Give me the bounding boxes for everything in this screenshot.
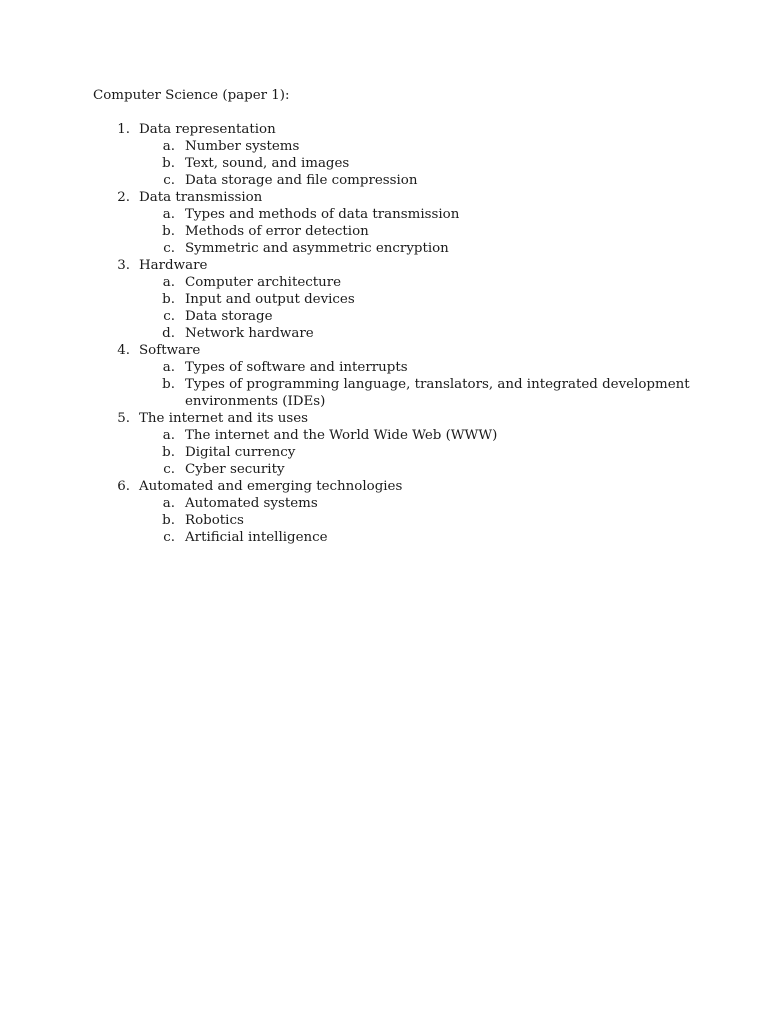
subitem-letter: a. — [162, 139, 175, 154]
item-label: Data transmission — [139, 190, 263, 205]
item-number: 6. — [117, 479, 130, 494]
subitem-label: Number systems — [185, 139, 300, 154]
outline-subitem — [0, 291, 768, 308]
subitem-letter: a. — [162, 360, 175, 375]
subitem-letter: c. — [163, 309, 175, 324]
item-number: 3. — [117, 258, 130, 273]
subitem-label: Input and output devices — [185, 292, 355, 307]
outline-item — [0, 189, 768, 206]
outline-subitem — [0, 427, 768, 444]
item-number: 1. — [117, 122, 130, 137]
item-label: Automated and emerging technologies — [139, 479, 403, 494]
subitem-letter: c. — [163, 173, 175, 188]
item-number: 2. — [117, 190, 130, 205]
outline-item — [0, 121, 768, 138]
subitem-label: Artificial intelligence — [185, 530, 328, 545]
topic-outline — [0, 121, 768, 546]
item-number: 4. — [117, 343, 130, 358]
outline-subitem — [0, 155, 768, 172]
outline-subitem — [0, 495, 768, 512]
subitem-label: Data storage and file compression — [185, 173, 418, 188]
outline-subitem — [0, 240, 768, 257]
subitem-label: Robotics — [185, 513, 244, 528]
outline-subitem — [0, 444, 768, 461]
item-label: The internet and its uses — [139, 411, 309, 426]
outline-subitem — [0, 274, 768, 291]
subitem-label: Methods of error detection — [185, 224, 369, 239]
item-label: Data representation — [139, 122, 276, 137]
subitem-label: Data storage — [185, 309, 273, 324]
document-title: Computer Science (paper 1): — [93, 88, 290, 103]
outline-subitem — [0, 325, 768, 342]
subitem-continuation — [0, 393, 768, 410]
subitem-label: The internet and the World Wide Web (WWW) — [185, 428, 498, 443]
outline-subitem — [0, 529, 768, 546]
outline-item — [0, 410, 768, 427]
subitem-letter: c. — [163, 241, 175, 256]
outline-subitem — [0, 206, 768, 223]
subitem-label: Types of software and interrupts — [185, 360, 408, 375]
outline-subitem — [0, 223, 768, 240]
subitem-letter: c. — [163, 462, 175, 477]
outline-subitem — [0, 172, 768, 189]
subitem-letter: b. — [162, 513, 175, 528]
subitem-label: Digital currency — [185, 445, 296, 460]
subitem-letter: a. — [162, 428, 175, 443]
outline-subitem — [0, 308, 768, 325]
subitem-letter: b. — [162, 156, 175, 171]
subitem-letter: b. — [162, 224, 175, 239]
subitem-letter: b. — [162, 292, 175, 307]
outline-subitem — [0, 512, 768, 529]
subitem-label: Text, sound, and images — [185, 156, 350, 171]
outline-item — [0, 257, 768, 274]
item-number: 5. — [117, 411, 130, 426]
subitem-letter: d. — [162, 326, 175, 341]
subitem-label: Symmetric and asymmetric encryption — [185, 241, 449, 256]
outline-item — [0, 342, 768, 359]
item-label: Software — [139, 343, 201, 358]
subitem-label: Cyber security — [185, 462, 285, 477]
outline-subitem — [0, 359, 768, 376]
outline-subitem — [0, 376, 768, 393]
subitem-label: Computer architecture — [185, 275, 342, 290]
item-label: Hardware — [139, 258, 208, 273]
subitem-label-continuation: environments (IDEs) — [185, 394, 326, 409]
subitem-letter: b. — [162, 445, 175, 460]
subitem-letter: a. — [162, 275, 175, 290]
subitem-letter: a. — [162, 207, 175, 222]
subitem-letter: b. — [162, 377, 175, 392]
subitem-label: Types of programming language, translators, and integrated development — [185, 377, 690, 392]
subitem-label: Network hardware — [185, 326, 314, 341]
subitem-letter: c. — [163, 530, 175, 545]
subitem-label: Types and methods of data transmission — [185, 207, 460, 222]
subitem-letter: a. — [162, 496, 175, 511]
outline-subitem — [0, 138, 768, 155]
subitem-label: Automated systems — [185, 496, 318, 511]
outline-item — [0, 478, 768, 495]
outline-subitem — [0, 461, 768, 478]
